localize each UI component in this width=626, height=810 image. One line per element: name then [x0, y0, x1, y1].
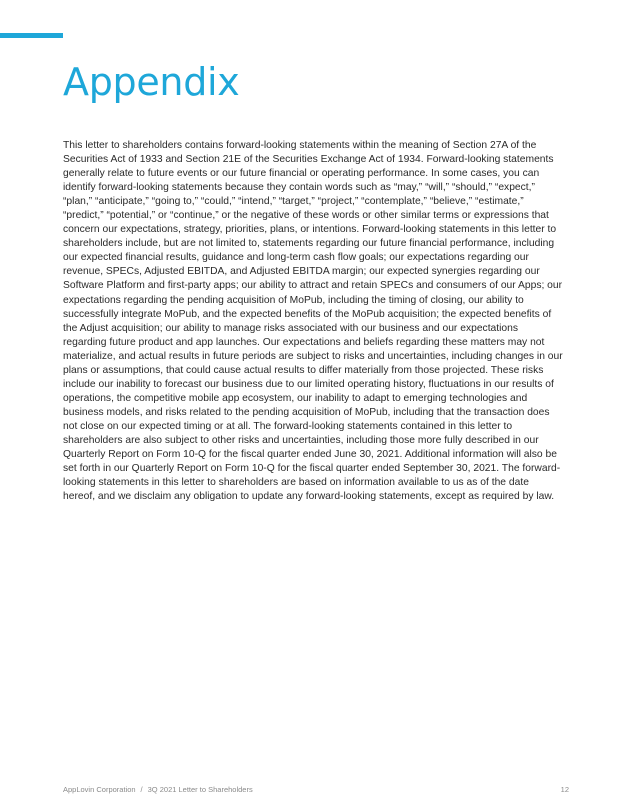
- footer-separator: /: [140, 785, 143, 794]
- page-number: 12: [560, 785, 569, 794]
- footer-company: AppLovin Corporation: [63, 785, 136, 794]
- forward-looking-statements-paragraph: This letter to shareholders contains forward-looking statements within the meaning of Section 27A of the Securities Act of 1933 and Section 21E of the Securities Exchange Act of 1934. Forward-looking statements generally relate to future events or our future financial or operating performance. In some cases, you can identify forward-looking statements because they contain words such as “may,” “will,” “should,” “expect,” “plan,” “anticipate,” “going to,” “could,” “intend,” “target,” “project,” “contemplate,” “believe,” “estimate,” “predict,” “potential,” or “continue,” or the negative of these words or other similar terms or expressions that concern our expectations, strategy, priorities, plans, or intentions. Forward-looking statements in this letter to shareholders include, but are not limited to, statements regarding our future financial performance, including our expected financial results, guidance and long-term cash flow goals; our expectations regarding our revenue, SPECs, Adjusted EBITDA, and Adjusted EBITDA margin; our expected synergies regarding our Software Platform and first-party apps; our ability to attract and retain SPECs and consumers of our Apps; our expectations regarding the pending acquisition of MoPub, including the timing of closing, our ability to successfully integrate MoPub, and the expected benefits of the MoPub acquisition; the expected benefits of the Adjust acquisition; our ability to manage risks associated with our business and our expectations regarding future product and app launches. Our expectations and beliefs regarding these matters may not materialize, and actual results in future periods are subject to risks and uncertainties, including changes in our plans or assumptions, that could cause actual results to differ materially from those projected. These risks include our inability to forecast our business due to our limited operating history, fluctuations in our results of operations, the competitive mobile app ecosystem, our inability to adapt to emerging technologies and business models, and risks related to the pending acquisition of MoPub, including that the transaction does not close on our expected timing or at all. The forward-looking statements contained in this letter to shareholders are also subject to other risks and uncertainties, including those more fully described in our Quarterly Report on Form 10-Q for the fiscal quarter ended June 30, 2021. Additional information will also be set forth in our Quarterly Report on Form 10-Q for the fiscal quarter ended September 30, 2021. The forward-looking statements in this letter to shareholders are based on information available to us as of the date hereof, and we disclaim any obligation to update any forward-looking statements, except as required by law.: [63, 140, 563, 503]
- footer-doc-title: 3Q 2021 Letter to Shareholders: [147, 785, 253, 794]
- page-title: Appendix: [63, 60, 240, 104]
- accent-bar: [0, 33, 63, 38]
- footer: [63, 785, 253, 794]
